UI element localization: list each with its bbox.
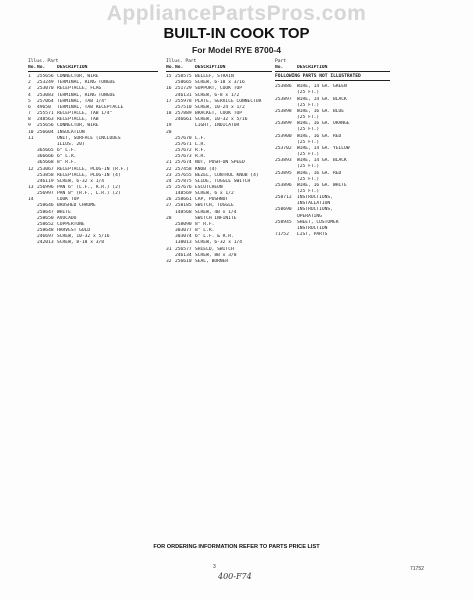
description: SCREW, 6-32 x 1/4 xyxy=(57,178,105,184)
description: TERMINAL, TAB 1/4" xyxy=(57,98,107,104)
part-no: 258665 xyxy=(175,80,192,86)
header-description: DESCRIPTION xyxy=(297,65,328,70)
illus-no: 25 xyxy=(166,184,172,190)
description: CONNECTOR, WIRE xyxy=(57,123,99,129)
description: RECEPTACLE, PLUG-IN (4) xyxy=(57,172,121,178)
part-no: 253893 xyxy=(275,158,292,164)
illus-no: 27 xyxy=(166,203,172,209)
description: 8" L.R. xyxy=(195,228,215,234)
parts-column-1 xyxy=(28,59,158,247)
description: COOK TOP xyxy=(57,197,80,203)
table-row xyxy=(28,240,158,246)
part-no: 258945 xyxy=(275,219,292,225)
part-no: 365665 xyxy=(37,148,54,154)
description: WIRE, 14 GA. YELLOW xyxy=(297,145,350,151)
part-no: 246661 xyxy=(175,117,192,123)
part-no: 253083 xyxy=(37,92,54,98)
description: RECEPTACLE, PLUG-IN (R.F.) xyxy=(57,166,129,172)
header-part-no: No. xyxy=(37,65,46,70)
column-header-super: Part xyxy=(275,59,287,64)
part-no: 253070 xyxy=(37,86,54,92)
illus-no: 20 xyxy=(166,129,172,135)
description: SCREW, 8B x 3/8 xyxy=(195,252,237,258)
part-no: 258652 xyxy=(37,221,54,227)
page-number: 3 xyxy=(213,564,216,570)
illus-no: 32 xyxy=(166,258,172,264)
description: SEAL, BURNER xyxy=(195,258,229,264)
description: 6" L.F. & R.R. xyxy=(195,234,234,240)
header-part-no: No. xyxy=(175,65,184,70)
description: INSULATION xyxy=(57,129,85,135)
part-no: 248563 xyxy=(37,117,54,123)
illus-no: 5 xyxy=(28,98,31,104)
description: SCREW, 10-32 x 5/16 xyxy=(195,117,248,123)
part-no: 303077 xyxy=(175,228,192,234)
description: SHIELD, SWITCH xyxy=(195,246,234,252)
part-no: 251729 xyxy=(175,86,192,92)
part-no: 258690 xyxy=(275,207,292,213)
part-no: 257673 xyxy=(175,154,192,160)
illus-no: 13 xyxy=(28,184,34,190)
description: SCREW, 6-32 x 1/4 xyxy=(195,240,243,246)
description: HARVEST GOLD xyxy=(57,228,91,234)
illus-no: 23 xyxy=(166,172,172,178)
part-no: 256996 xyxy=(37,184,54,190)
illus-no: 17 xyxy=(166,98,172,104)
description: WHITE xyxy=(57,209,71,215)
illus-no: 18 xyxy=(166,111,172,117)
description: BRUSHED CHROME xyxy=(57,203,96,209)
column-header-row xyxy=(275,65,390,72)
description: NUT, PUSH-ON SPEED xyxy=(195,160,245,166)
illus-no: 8 xyxy=(28,117,31,123)
description: WIRE, 16 GA. WHITE xyxy=(297,182,347,188)
header-illus-no: No. xyxy=(166,65,175,70)
part-no: 257875 xyxy=(175,178,192,184)
description: AVOCADO xyxy=(57,215,77,221)
header-illus-no: No. xyxy=(28,65,37,70)
part-no: 258650 xyxy=(37,215,54,221)
ordering-footer: FOR ORDERING INFORMATION REFER TO PARTS PRICE LIST xyxy=(153,544,320,550)
description: SHEET, CUSTOMER xyxy=(297,219,339,225)
part-no: 246697 xyxy=(37,234,54,240)
handwritten-note: 400-F74 xyxy=(218,572,252,581)
description: (25 FT.) xyxy=(297,115,320,121)
description: OPERATING xyxy=(297,213,322,219)
part-no: 246134 xyxy=(175,252,192,258)
illus-no: 22 xyxy=(166,166,172,172)
description: BRACKET, COOK TOP xyxy=(195,111,243,117)
parts-rows-1 xyxy=(28,74,158,246)
description: (25 FT.) xyxy=(297,188,320,194)
part-no: 255978 xyxy=(175,98,192,104)
description: (25 FT.) xyxy=(297,102,320,108)
header-part-no: No. xyxy=(275,65,284,70)
illus-no: 7 xyxy=(28,111,31,117)
description: WIRE, 16 GA. BLUE xyxy=(297,108,345,114)
description: LIGHT, INDICATOR xyxy=(195,123,240,129)
column-header-row xyxy=(166,65,272,72)
description: (25 FT.) xyxy=(297,164,320,170)
part-no: 258661 xyxy=(175,197,192,203)
description: SCREW, 6-18 x 3/16 xyxy=(195,80,245,86)
part-no: 257671 xyxy=(175,141,192,147)
illus-no: 21 xyxy=(166,160,172,166)
description: RECEPTACLE, TAB xyxy=(57,117,99,123)
illus-no: 11 xyxy=(28,135,34,141)
illus-no: 16 xyxy=(166,86,172,92)
description: PLATE, SERVICE CONNECTOR xyxy=(195,98,262,104)
illus-no: 28 xyxy=(166,215,172,221)
part-no: 258646 xyxy=(37,203,54,209)
description: UNIT, SURFACE (INCLUDES xyxy=(57,135,121,141)
column-header-super: Illus. Part xyxy=(166,59,197,64)
part-no: 365668 xyxy=(37,160,54,166)
description: INSTALLATION xyxy=(297,201,331,207)
description: PAN 6" (L.F., R.R.) (2) xyxy=(57,184,121,190)
description: 8" R.F. xyxy=(195,221,215,227)
part-no: 256577 xyxy=(175,246,192,252)
illus-no: 2 xyxy=(28,80,31,86)
description: ILLUS. 20) xyxy=(57,141,85,147)
description: SCREW, 10-32 x 5/16 xyxy=(57,234,110,240)
description: SCREW, 6-8 x 1/2 xyxy=(195,92,240,98)
description: WIRE, 16 GA. ORANGE xyxy=(297,121,350,127)
description: SCREW, 6 x 1/2 xyxy=(195,191,234,197)
part-no: 256604 xyxy=(37,129,54,135)
part-no: 253897 xyxy=(275,96,292,102)
description: R.R. xyxy=(195,154,207,160)
part-no: 253898 xyxy=(275,108,292,114)
illus-no: 6 xyxy=(28,104,31,110)
description: RECEPTACLE, TAB 1/4" xyxy=(57,111,113,117)
page-title: BUILT-IN COOK TOP xyxy=(163,25,310,42)
watermark: AppliancePartsPros.com xyxy=(106,2,367,25)
model-subtitle: For Model RYE 8700-4 xyxy=(192,45,281,55)
illus-no: 19 xyxy=(166,123,172,129)
part-no: 258648 xyxy=(37,228,54,234)
description: SLIDE, TOGGLE SWITCH xyxy=(195,178,251,184)
document-code: 71752 xyxy=(410,566,424,572)
part-no: 257674 xyxy=(175,160,192,166)
part-no: 258647 xyxy=(37,209,54,215)
part-no: 253900 xyxy=(275,133,292,139)
table-row xyxy=(166,259,272,265)
part-no: 303074 xyxy=(175,234,192,240)
parts-column-3 xyxy=(275,59,390,238)
description: 8" R.F. xyxy=(57,160,77,166)
part-no: 256610 xyxy=(175,258,192,264)
part-no: 246119 xyxy=(37,178,54,184)
part-no: 257672 xyxy=(175,148,192,154)
part-no: 253899 xyxy=(275,121,292,127)
description: WIRE, 16 GA. RED xyxy=(297,133,342,139)
part-no: 257655 xyxy=(175,172,192,178)
description: L.F. xyxy=(195,135,207,141)
part-no: 258575 xyxy=(175,74,192,80)
description: L.R. xyxy=(195,141,207,147)
description: 6" L.R. xyxy=(57,154,77,160)
description: CAP, PUSHNUT xyxy=(195,197,229,203)
column-header-super: Illus. Part xyxy=(28,59,59,64)
part-no: 242013 xyxy=(37,240,54,246)
description: WIRE, 14 GA. BLACK xyxy=(297,96,347,102)
illus-no: 15 xyxy=(166,74,172,80)
not-illustrated-note: FOLLOWING PARTS NOT ILLUSTRATED xyxy=(275,74,390,81)
part-no: 257064 xyxy=(37,98,54,104)
description: SCREW, 8-18 x 3/8 xyxy=(57,240,105,246)
header-description: DESCRIPTION xyxy=(57,65,88,70)
part-no: 253896 xyxy=(275,182,292,188)
description: INSTRUCTIONS, xyxy=(297,195,333,201)
illus-no: 4 xyxy=(28,92,31,98)
description: SWITCH INFINITE xyxy=(195,215,237,221)
description: SCREW, 10-24 x 1/2 xyxy=(195,104,245,110)
description: 6" L.F. xyxy=(57,148,77,154)
description: INSTRUCTION xyxy=(297,225,328,231)
description: CONNECTOR, WIRE xyxy=(57,74,99,80)
illus-no: 14 xyxy=(28,197,34,203)
description: BELLEF, STRAIN xyxy=(195,74,234,80)
description: LIST, PARTS xyxy=(297,232,328,238)
part-no: 71752 xyxy=(275,232,289,238)
description: TERMINAL, RING TONGUE xyxy=(57,92,116,98)
description: BEZEL, CONTROL KNOB (4) xyxy=(195,172,259,178)
illus-no xyxy=(28,240,37,246)
description: SWITCH, TOGGLE xyxy=(195,203,234,209)
part-no: 258712 xyxy=(275,195,292,201)
part-no: 258185 xyxy=(175,203,192,209)
part-no: 257676 xyxy=(175,184,192,190)
part-no: 257670 xyxy=(175,135,192,141)
part-no: 148569 xyxy=(175,191,192,197)
description: ESCUTCHEON xyxy=(195,184,223,190)
illus-no: 31 xyxy=(166,246,172,252)
part-no: 253895 xyxy=(275,170,292,176)
description: COPPERTONE xyxy=(57,221,85,227)
illus-no: 24 xyxy=(166,178,172,184)
description: PAN 8" (R.F., L.R.) (2) xyxy=(57,191,121,197)
part-no: 258090 xyxy=(175,221,192,227)
illus-no: 9 xyxy=(28,123,31,129)
part-no: 253886 xyxy=(275,84,292,90)
part-no: 256997 xyxy=(37,191,54,197)
part-no: 138013 xyxy=(175,240,192,246)
header-description: DESCRIPTION xyxy=(195,65,226,70)
description: (25 FT.) xyxy=(297,152,320,158)
part-no: 148568 xyxy=(175,209,192,215)
part-no: 255656 xyxy=(37,74,54,80)
column-header-row xyxy=(28,65,158,72)
part-no: 255571 xyxy=(37,111,54,117)
illus-no: 3 xyxy=(28,86,31,92)
part-no: 255656 xyxy=(37,123,54,129)
parts-rows-3 xyxy=(275,84,390,238)
part-no: 257889 xyxy=(175,111,192,117)
part-no: 253702 xyxy=(275,145,292,151)
illus-no: 26 xyxy=(166,197,172,203)
illus-no: 10 xyxy=(28,129,34,135)
description: RECEPTACLE, FLAG xyxy=(57,86,102,92)
part-no: 257510 xyxy=(175,104,192,110)
part-no: 49650 xyxy=(37,104,51,110)
description: TERMINAL, TAB RECEPTACLE xyxy=(57,104,124,110)
description: WIRE, 16 GA. RED xyxy=(297,170,342,176)
description: (25 FT.) xyxy=(297,139,320,145)
description: WIRE, 14 GA. GREEN xyxy=(297,84,347,90)
part-no: 253858 xyxy=(37,172,54,178)
description: WIRE, 14 GA. BLACK xyxy=(297,158,347,164)
part-no: 257458 xyxy=(175,166,192,172)
description: INSTRUCTIONS, xyxy=(297,207,333,213)
parts-rows-2 xyxy=(166,74,272,265)
description: (25 FT.) xyxy=(297,90,320,96)
table-row xyxy=(275,232,390,238)
description: TERMINAL, RING TONGUE xyxy=(57,80,116,86)
description: SCREW, 4B x 1/4 xyxy=(195,209,237,215)
description: KNOB (4) xyxy=(195,166,218,172)
part-no: 246131 xyxy=(175,92,192,98)
part-no: 366666 xyxy=(37,154,54,160)
illus-no: 1 xyxy=(28,74,31,80)
part-no: 253249 xyxy=(37,80,54,86)
part-no: 253067 xyxy=(37,166,54,172)
description: (25 FT.) xyxy=(297,176,320,182)
description: R.F. xyxy=(195,148,207,154)
description: (25 FT.) xyxy=(297,127,320,133)
parts-column-2 xyxy=(166,59,272,265)
illus-no: 12 xyxy=(28,166,34,172)
description: SUPPORT, COOK TOP xyxy=(195,86,243,92)
